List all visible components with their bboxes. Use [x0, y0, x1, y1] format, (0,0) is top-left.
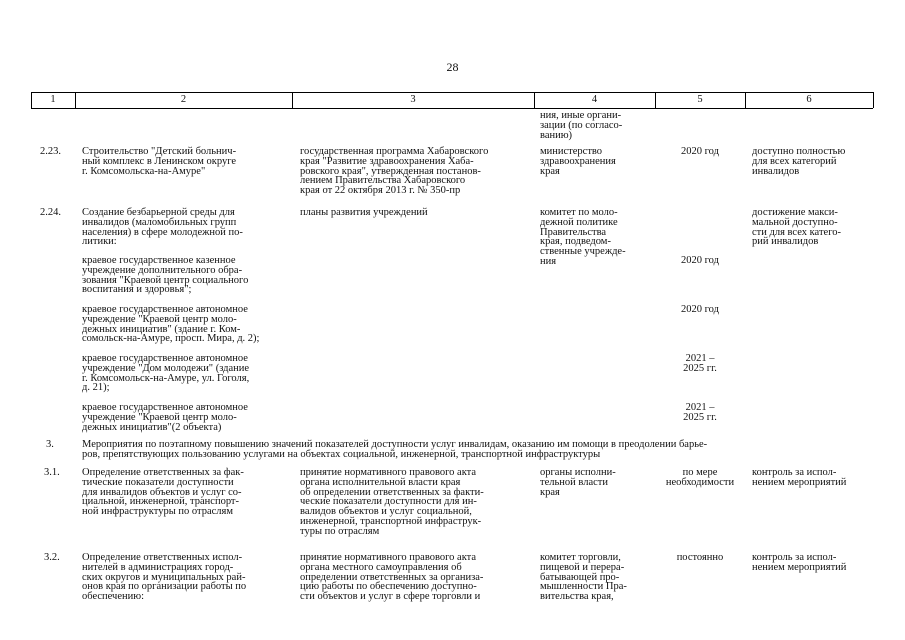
section-number: 3. [46, 439, 54, 450]
row-number: 2.24. [40, 207, 61, 218]
row-deadline: по мере необходимости [665, 467, 735, 488]
section-title: Мероприятия по поэтапному повышению значений показателей доступности услуг инвалидам, оказанию им помощи в преодолении барье- ров, препятствующих пользованию услугами на объектах социальной, инженерной, транспортной инфраструктуры [82, 439, 708, 460]
sub-item-text: краевое государственное автономное учреждение "Дом молодежи" (здание г. Комсомольск-на-Амуре, ул. Гоголя, д. 21); [82, 353, 250, 394]
row-executor: комитет торговли, пищевой и перера- батывающей про- мышленности Пра- вительства края, [540, 552, 627, 603]
continued-organization-text: ния, иные органи- зации (по согласо- ванию) [540, 110, 623, 141]
sub-item-text: краевое государственное автономное учреждение "Краевой центр моло- дежных инициатив"(2 объекта) [82, 402, 248, 433]
header-col-1: 1 [50, 94, 56, 105]
row-legal-basis: планы развития учреждений [300, 207, 428, 218]
row-number: 2.23. [40, 146, 61, 157]
row-number: 3.2. [44, 552, 60, 563]
row-activity: Строительство "Детский больнич- ный комплекс в Ленинском округе г. Комсомольска-на-Амуре" [82, 146, 237, 177]
row-result: контроль за испол- нением мероприятий [752, 552, 847, 573]
table-header-bottom-border [31, 108, 873, 109]
row-result: доступно полностью для всех категорий инвалидов [752, 146, 846, 177]
header-col-4: 4 [591, 94, 598, 105]
header-col-6: 6 [806, 94, 812, 105]
header-col-3: 3 [410, 94, 416, 105]
sub-item-deadline: 2021 – 2025 гг. [683, 402, 717, 423]
sub-item-text: краевое государственное автономное учреждение "Краевой центр моло- дежных инициатив" (здание г. Ком- сомольск-на-Амуре, просп. Мира, д. 2); [82, 304, 260, 345]
row-deadline: постоянно [676, 552, 724, 563]
header-col-2: 2 [180, 94, 187, 105]
header-col-5: 5 [697, 94, 703, 105]
row-executor: комитет по моло- дежной политике Правительства края, подведом- ственные учрежде- ния [540, 207, 626, 267]
row-result: контроль за испол- нением мероприятий [752, 467, 847, 488]
row-legal-basis: государственная программа Хабаровского края "Развитие здравоохранения Хаба- ровского края", утвержденная постанов- лением Правительства Хабаровского края от 22 октября 2013 г. № 350-пр [300, 146, 489, 197]
row-executor: органы исполни- тельной власти края [540, 467, 616, 498]
row-activity: Определение ответственных за фак- тические показатели доступности для инвалидов объектов и услуг со- циальной, инженерной, транспорт- ной инфраструктуры по отраслям [82, 467, 244, 518]
sub-item-deadline: 2020 год [681, 304, 719, 315]
row-legal-basis: принятие нормативного правового акта органа местного самоуправления об определении ответственных за организа- цию работы по обеспечению доступно- сти объектов и услуг в сфере торговли и [300, 552, 484, 603]
row-executor: министерство здравоохранения края [540, 146, 616, 177]
table-header-divider [873, 92, 874, 108]
row-activity: Создание безбарьерной среды для инвалидов (маломобильных групп населения) в сфере молодежной по- литики: [82, 207, 243, 248]
sub-item-text: краевое государственное казенное учреждение дополнительного обра- зования "Краевой центр социального воспитания и здоровья"; [82, 255, 249, 296]
page-number: 28 [446, 60, 459, 74]
row-activity: Определение ответственных испол- нителей в администрациях город- ских округов и муниципальных рай- онов края по организации работы по обеспечению: [82, 552, 247, 603]
sub-item-deadline: 2021 – 2025 гг. [683, 353, 717, 374]
row-result: достижение макси- мальной доступно- сти для всех катего- рий инвалидов [752, 207, 841, 248]
sub-item-deadline: 2020 год [681, 255, 719, 266]
row-deadline: 2020 год [681, 146, 719, 157]
row-number: 3.1. [44, 467, 60, 478]
row-legal-basis: принятие нормативного правового акта органа исполнительной власти края об определении ответственных за факти- ческие показатели доступности для ин- валидов объектов и услуг социальной, инженерной, транспортной инфраструк- туры по отраслям [300, 467, 484, 537]
